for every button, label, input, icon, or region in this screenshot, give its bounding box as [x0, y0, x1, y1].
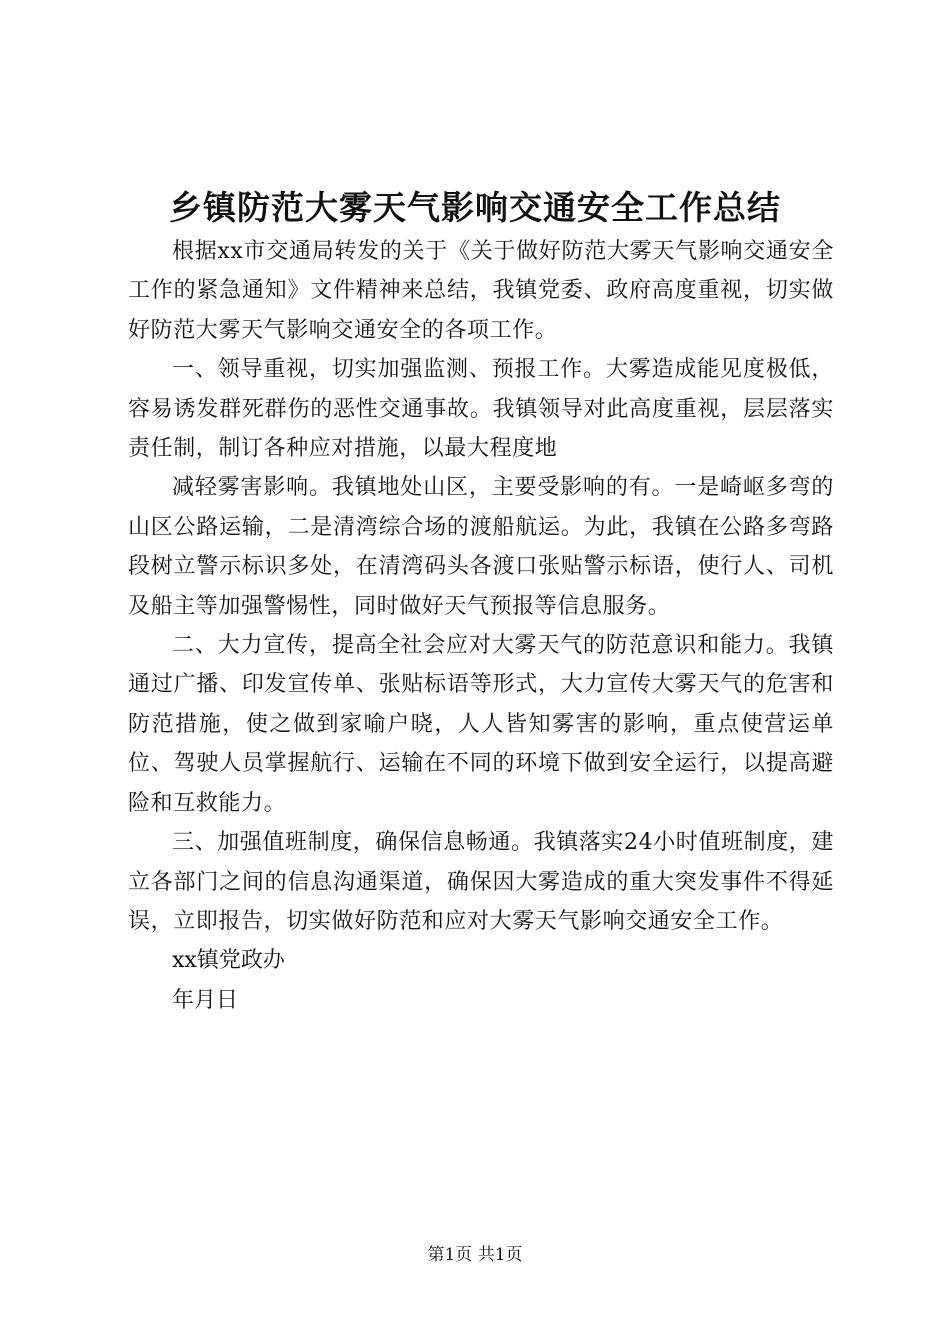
- paragraph-section-two: 二、大力宣传，提高全社会应对大雾天气的防范意识和能力。我镇通过广播、印发宣传单、张贴标语等形式，大力宣传大雾天气的危害和防范措施，使之做到家喻户晓，人人皆知雾害的影响，重点使营运单位、驾驶人员掌握航行、运输在不同的环境下做到安全运行，以提高避险和互救能力。: [128, 633, 834, 816]
- document-title: 乡镇防范大雾天气影响交通安全工作总结: [169, 188, 781, 227]
- paragraph-section-one: 一、领导重视，切实加强监测、预报工作。大雾造成能见度极低，容易诱发群死群伤的恶性交通事故。我镇领导对此高度重视，层层落实责任制，制订各种应对措施，以最大程度地: [128, 357, 834, 462]
- paragraph-intro: 根据xx市交通局转发的关于《关于做好防范大雾天气影响交通安全工作的紧急通知》文件精神来总结，我镇党委、政府高度重视，切实做好防范大雾天气影响交通安全的各项工作。: [128, 239, 834, 343]
- paragraph-section-three: 三、加强值班制度，确保信息畅通。我镇落实24小时值班制度，建立各部门之间的信息沟通渠道，确保因大雾造成的重大突发事件不得延误，立即报告，切实做好防范和应对大雾天气影响交通安全工作。: [128, 830, 834, 934]
- signature-issuer: xx镇党政办: [172, 948, 285, 974]
- paragraph-section-one-continued: 减轻雾害影响。我镇地处山区，主要受影响的有。一是崎岖多弯的山区公路运输，二是清湾综合场的渡船航运。为此，我镇在公路多弯路段树立警示标识多处，在清湾码头各渡口张贴警示标语，使行人、司机及船主等加强警惕性，同时做好天气预报等信息服务。: [128, 475, 834, 619]
- signature-date: 年月日: [172, 987, 239, 1013]
- document-body: [128, 232, 834, 1020]
- page-footer: 第1页 共1页: [427, 1245, 523, 1265]
